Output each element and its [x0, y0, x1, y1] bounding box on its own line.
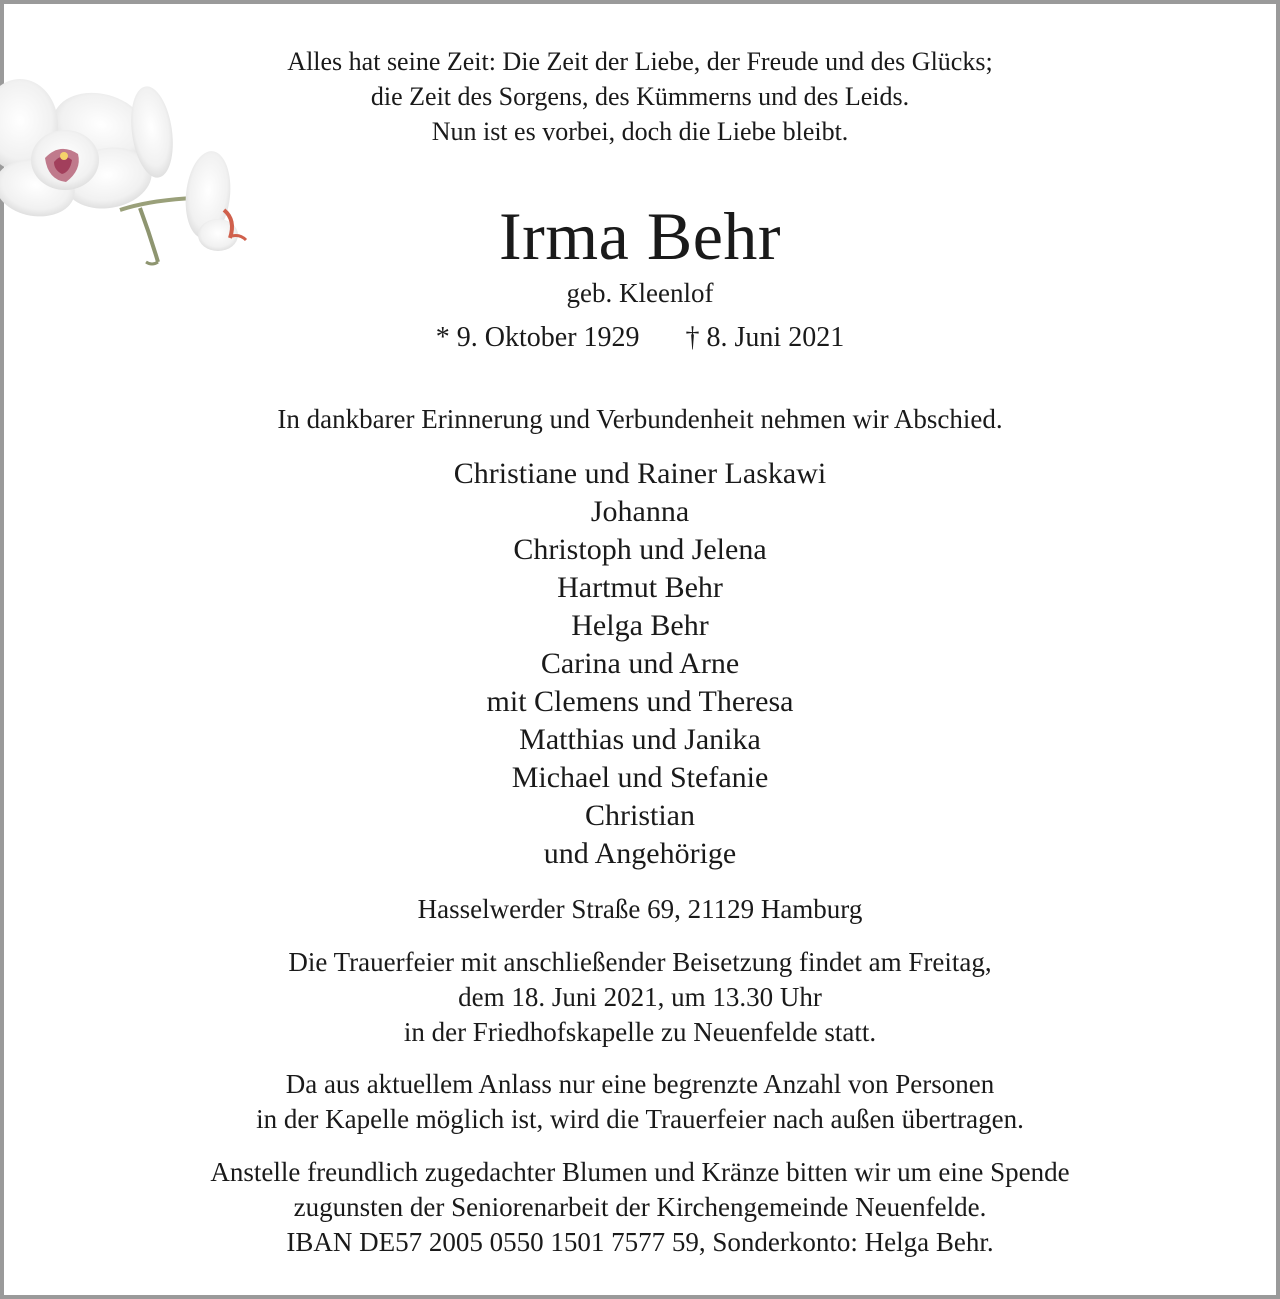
death-date: † 8. Juni 2021	[685, 322, 845, 353]
mourner-name: Michael und Stefanie	[511, 761, 769, 794]
mourner-name: Christian	[585, 799, 695, 832]
motto-line: die Zeit des Sorgens, des Kümmerns und des Leids.	[370, 82, 910, 111]
mourner-name: Matthias und Janika	[519, 723, 761, 756]
ceremony-line: dem 18. Juni 2021, um 13.30 Uhr	[458, 982, 822, 1012]
notice-line: Da aus aktuellem Anlass nur eine begrenzte Anzahl von Personen	[285, 1069, 995, 1099]
life-dates	[0, 320, 1280, 356]
mourner-name: Hartmut Behr	[557, 571, 723, 604]
attendance-notice	[0, 1067, 1280, 1137]
notice-line: in der Kapelle möglich ist, wird die Trauerfeier nach außen übertragen.	[256, 1104, 1024, 1134]
mourner-name: Christoph und Jelena	[513, 533, 767, 566]
ceremony-line: Die Trauerfeier mit anschließender Beisetzung findet am Freitag,	[288, 947, 992, 977]
mourner-name: Carina und Arne	[540, 647, 740, 680]
iban-line: IBAN DE57 2005 0550 1501 7577 59, Sonderkonto: Helga Behr.	[286, 1227, 994, 1257]
birth-date: * 9. Oktober 1929	[435, 322, 640, 353]
donation-line: zugunsten der Seniorenarbeit der Kirchengemeinde Neuenfelde.	[293, 1192, 987, 1222]
donation-line: Anstelle freundlich zugedachter Blumen und Kränze bitten wir um eine Spende	[210, 1157, 1070, 1187]
motto-verse	[0, 44, 1280, 149]
mourners-list	[0, 455, 1280, 873]
farewell-text: In dankbarer Erinnerung und Verbundenheit nehmen wir Abschied.	[277, 404, 1003, 434]
donation-request	[0, 1155, 1280, 1260]
ceremony-info	[0, 945, 1280, 1050]
motto-line: Alles hat seine Zeit: Die Zeit der Liebe, der Freude und des Glücks;	[287, 47, 993, 76]
mourner-name: Christiane und Rainer Laskawi	[453, 457, 827, 490]
mourner-name: Johanna	[590, 495, 690, 528]
maiden-name: geb. Kleenlof	[566, 278, 714, 308]
mourner-name: Helga Behr	[571, 609, 709, 642]
mourner-name: mit Clemens und Theresa	[486, 685, 794, 718]
ceremony-line: in der Friedhofskapelle zu Neuenfelde statt.	[403, 1017, 877, 1047]
mourner-name: und Angehörige	[543, 837, 737, 870]
family-address: Hasselwerder Straße 69, 21129 Hamburg	[417, 894, 863, 924]
motto-line: Nun ist es vorbei, doch die Liebe bleibt.	[431, 117, 849, 146]
deceased-name: Irma Behr	[498, 198, 782, 274]
